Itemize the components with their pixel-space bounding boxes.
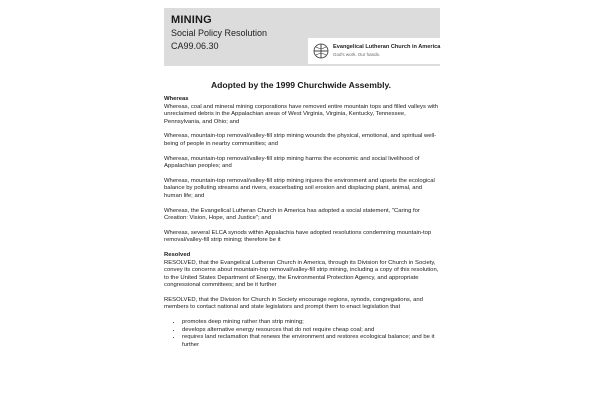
whereas-heading: Whereas — [164, 96, 189, 102]
list-item: • develops alternative energy resources that do not require cheap coal; and — [182, 327, 440, 335]
resolution-body — [164, 96, 440, 349]
adopted-heading: Adopted by the 1999 Churchwide Assembly. — [210, 80, 392, 90]
elca-cross-icon — [313, 42, 329, 60]
resolved-paragraph: RESOLVED, that the Evangelical Lutheran Church in America, through its Division for Church in Society, convey its concerns about mountain-top removal/valley-fill strip mining, including a copy of this resolution, to the United States Department of Energy, the Environmental Protection Agency, and appropriate congressional committees; and be it further — [164, 259, 439, 289]
whereas-paragraph: Whereas, mountain-top removal/valley-fill strip mining wounds the physical, emotional, and spiritual well-being of people in nearby communities; and — [164, 133, 437, 147]
whereas-paragraph: Whereas, mountain-top removal/valley-fill strip mining harms the economic and social livelihood of Appalachian peoples; and — [164, 155, 420, 170]
whereas-paragraph: Whereas, mountain-top removal/valley-fill strip mining injures the environment and upsets the ecological balance by polluting streams and rivers, exacerbating soil erosion and displacing plant, animal, and human life; and — [164, 177, 435, 199]
document-subtitle: Social Policy Resolution — [171, 28, 268, 38]
whereas-paragraph: Whereas, coal and mineral mining corporations have removed entire mountain tops and filled valleys with unreclaimed debris in the Appalachian areas of West Virginia, Virginia, Kentucky, Tennessee, Pennsylvania, and Ohio; and — [164, 103, 439, 125]
resolved-paragraph: RESOLVED, that the Division for Church in Society encourage regions, synods, congregations, and members to contact national and state legislators and prompt them to enact legislation that — [164, 296, 423, 311]
resolved-heading: Resolved — [164, 251, 191, 258]
list-item: • requires land reclamation that renews the environment and restores ecological balance; and be it further — [182, 334, 440, 349]
logo-tagline: God's work. Our hands. — [333, 52, 381, 57]
logo-name: Evangelical Lutheran Church in America — [333, 44, 441, 50]
document-page — [158, 0, 440, 400]
elca-logo — [308, 38, 440, 64]
document-code: CA99.06.30 — [171, 41, 219, 51]
document-title: MINING — [171, 14, 212, 26]
list-item: • promotes deep mining rather than strip mining; — [182, 319, 440, 327]
legislation-list — [164, 319, 440, 349]
whereas-paragraph: Whereas, several ELCA synods within Appalachia have adopted resolutions condemning mountain-top removal/valley-fill strip mining; therefore be it — [164, 229, 432, 244]
whereas-paragraph: Whereas, the Evangelical Lutheran Church in America has adopted a social statement, "Caring for Creation: Vision, Hope, and Justice"; and — [164, 207, 420, 222]
